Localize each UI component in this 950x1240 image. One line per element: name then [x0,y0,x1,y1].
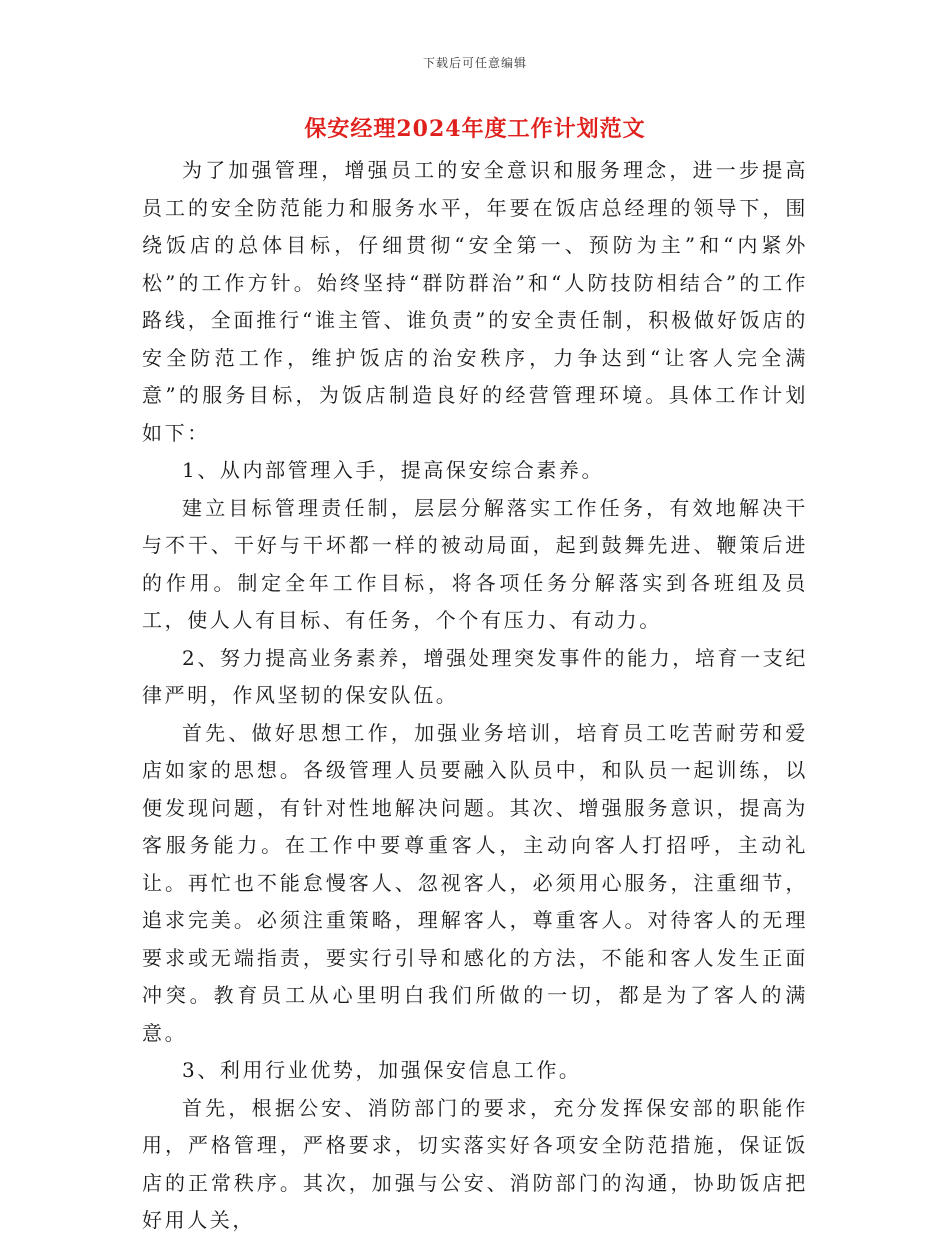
section-paragraph-2: 首先、做好思想工作，加强业务培训，培育员工吃苦耐劳和爱店如家的思想。各级管理人员要融入队员中，和队员一起训练，以便发现问题，有针对性地解决问题。其次、增强服务意识，提高为客服务能力。在工作中要尊重客人，主动向客人打招呼，主动礼让。再忙也不能怠慢客人、忽视客人，必须用心服务，注重细节，追求完美。必须注重策略，理解客人，尊重客人。对待客人的无理要求或无端指责，要实行引导和感化的方法，不能和客人发生正面冲突。教育员工从心里明白我们所做的一切，都是为了客人的满意。 [142,720,808,1045]
section-paragraph-3: 首先，根据公安、消防部门的要求，充分发挥保安部的职能作用，严格管理，严格要求，切实落实好各项安全防范措施，保证饭店的正常秩序。其次，加强与公安、消防部门的沟通，协助饭店把好用人关， [142,1095,808,1232]
document-title: 保安经理2024年度工作计划范文 [304,116,646,142]
header-note: 下载后可任意编辑 [422,56,527,70]
section-heading-3: 3、利用行业优势，加强保安信息工作。 [182,1058,582,1082]
section-paragraph-1: 建立目标管理责任制，层层分解落实工作任务，有效地解决干与不干、干好与干坏都一样的被动局面，起到鼓舞先进、鞭策后进的作用。制定全年工作目标，将各项任务分解落实到各班组及员工，使人人有目标、有任务，个个有压力、有动力。 [142,495,808,632]
section-heading-2: 2、努力提高业务素养，增强处理突发事件的能力，培育一支纪律严明，作风坚韧的保安队伍。 [142,645,808,707]
section-heading-1: 1、从内部管理入手，提高保安综合素养。 [182,458,605,482]
document-body [142,152,808,1240]
intro-paragraph: 为了加强管理，增强员工的安全意识和服务理念，进一步提高员工的安全防范能力和服务水平，年要在饭店总经理的领导下，围绕饭店的总体目标，仔细贯彻“安全第一、预防为主”和“内紧外松”的工作方针。始终坚持“群防群治”和“人防技防相结合”的工作路线，全面推行“谁主管、谁负责”的安全责任制，积极做好饭店的安全防范工作，维护饭店的治安秩序，力争达到“让客人完全满意”的服务目标，为饭店制造良好的经营管理环境。具体工作计划如下： [142,158,808,445]
